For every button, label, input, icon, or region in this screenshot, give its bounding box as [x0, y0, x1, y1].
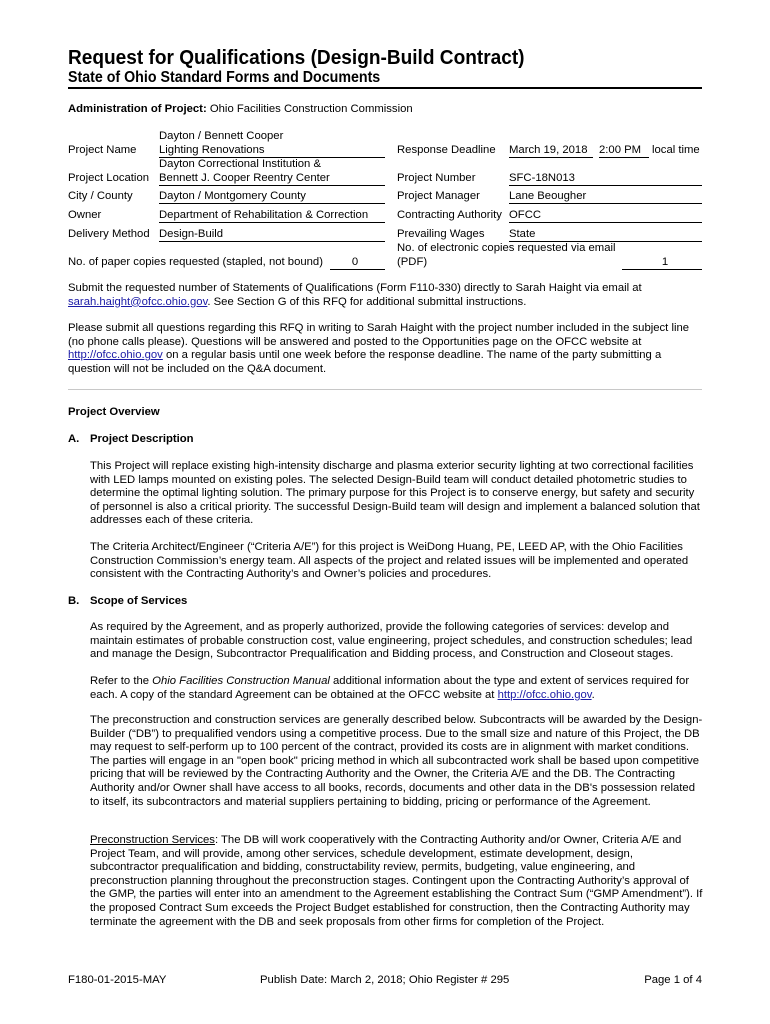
b-para2-text: Refer to the — [90, 675, 150, 687]
project-location-underline — [159, 185, 385, 186]
section-divider — [68, 389, 702, 390]
project-number-underline — [509, 185, 702, 186]
questions-text: Please submit all questions regarding this RFQ in writing to Sarah Haight with the project number included in the subject line (no phone calls please). Questions will be answered and posted to the Opportunities page on the OFCC website at — [68, 322, 690, 348]
project-manager-value: Lane Beougher — [509, 190, 587, 202]
contracting-authority-value: OFCC — [509, 209, 542, 221]
construction-manual-title: Ohio Facilities Construction Manual — [152, 675, 330, 687]
submit-text-after: . See Section G of this RFQ for additional submittal instructions. — [207, 295, 527, 308]
ofcc-website-link-2[interactable]: http://ofcc.ohio.gov — [497, 688, 592, 701]
paper-copies-value: 0 — [351, 256, 359, 268]
questions-text-after: on a regular basis until one week before the response deadline. The name of the party submitting a question will not be included on the Q&A document. — [68, 349, 662, 375]
b-para2-text-after: additional information about the type and extent of services required for each. A copy of the standard Agreement can be obtained at the OFCC website at — [90, 675, 690, 701]
submit-email-link[interactable]: sarah.haight@ofcc.ohio.gov — [68, 295, 208, 308]
section-b-paragraph-3: The preconstruction and construction services are generally described below. Subcontracts will be awarded by the Design-Builder (“DB”) to prequalified vendors using a competitive process. Due to the small size and nature of this Project, the DB may request to self-perform up to 100 percent of the contract, provided its costs are in alignment with market conditions. The parties will engage in an "open book" pricing method in which all subcontracted work shall be based upon competitive pricing that will be reviewed by the Contracting Authority and the Owner, the Criteria A/E and the DB. The Contracting Authority and/or Owner shall have access to all books, records, documents and other data in the DB's possession related to itself, its subcontractors and material suppliers pertaining to bidding, pricing or performance of the Agreement. — [90, 714, 703, 808]
deadline-suffix: local time — [652, 144, 700, 156]
administration-line — [68, 103, 413, 115]
questions-instructions — [68, 322, 704, 376]
submit-instructions — [68, 282, 704, 309]
section-b-paragraph-2 — [90, 675, 704, 702]
footer-page-number: Page 1 of 4 — [644, 974, 702, 986]
section-a-paragraph-1: This Project will replace existing high-intensity discharge and plasma exterior security lighting at two correctional facilities with LED lamps mounted on existing poles. The selected Design-Build team will conduct detailed photometric studies to determine the optimal lighting solution. The primary purpose for this Project is to conserve energy, but safety and security of personnel is also a critical priority. The successful Design-Build team will design and implement a balanced solution that addresses each of these criteria. — [90, 460, 700, 527]
electronic-copies-underline — [622, 269, 702, 270]
project-name-line1: Dayton / Bennett Cooper — [159, 130, 284, 142]
submit-text: Submit the requested number of Statements of Qualifications (Form F110-330) directly to Sarah Haight via email at — [68, 282, 642, 294]
city-county-underline — [159, 203, 385, 204]
paper-copies-label: No. of paper copies requested (stapled, not bound) — [68, 256, 323, 268]
response-deadline-time: 2:00 PM — [599, 144, 642, 156]
deadline-time-underline — [599, 157, 649, 158]
city-county-label: City / County — [68, 190, 133, 202]
response-deadline-label: Response Deadline — [397, 144, 496, 156]
project-name-label: Project Name — [68, 144, 137, 156]
electronic-copies-label-line2: (PDF) — [397, 256, 428, 268]
ofcc-website-link[interactable]: http://ofcc.ohio.gov — [68, 349, 163, 362]
project-manager-underline — [509, 203, 702, 204]
document-title: Request for Qualifications (Design-Build Contract) — [68, 46, 525, 69]
project-location-line1: Dayton Correctional Institution & — [159, 158, 322, 170]
title-rule — [68, 87, 702, 89]
response-deadline-date: March 19, 2018 — [509, 144, 588, 156]
project-manager-label: Project Manager — [397, 190, 480, 202]
section-a-letter: A. — [68, 433, 80, 445]
footer-form-id: F180-01-2015-MAY — [68, 974, 167, 986]
electronic-copies-value: 1 — [661, 256, 669, 268]
section-a-paragraph-2: The Criteria Architect/Engineer (“Criteria A/E”) for this project is WeiDong Huang, PE, LEED AP, with the Ohio Facilities Construction Commission’s energy team. All aspects of the project and related issues will be implemented and operated consistent with the Contracting Authority’s and Owner’s policies and procedures. — [90, 541, 689, 581]
delivery-method-value: Design-Build — [159, 228, 224, 240]
delivery-method-label: Delivery Method — [68, 228, 150, 240]
section-b-title: Scope of Services — [90, 595, 188, 607]
b-para2-end: . — [591, 688, 595, 701]
project-location-label: Project Location — [68, 172, 150, 184]
project-number-value: SFC-18N013 — [509, 172, 575, 184]
section-b-paragraph-4 — [90, 834, 704, 929]
contracting-authority-label: Contracting Authority — [397, 209, 502, 221]
preconstruction-services-text: : The DB will work cooperatively with the Contracting Authority and/or Owner, Criteria A/E and Project Team, and will provide, among other services, schedule development, estimate development, design, subcontractor prequalification and bidding, constructability review, permits, budgeting, value engineering, and preconstruction planning throughout the preconstruction stages. Contingent upon the Contracting Authority’s approval of the GMP, the parties will enter into an amendment to the Agreement establishing the Contract Sum (“GMP Amendment”). If the proposed Contract Sum exceeds the Project Budget established for construction, then the Contracting Authority may terminate the agreement with the DB and seek proposals from other firms for completion of the Project. — [90, 834, 703, 928]
project-name-line2: Lighting Renovations — [159, 144, 265, 156]
electronic-copies-label-line1: No. of electronic copies requested via email — [397, 242, 616, 254]
owner-value: Department of Rehabilitation & Correction — [159, 209, 369, 221]
deadline-date-underline — [509, 157, 593, 158]
admin-value: Ohio Facilities Construction Commission — [209, 103, 413, 115]
section-b-paragraph-1: As required by the Agreement, and as properly authorized, provide the following categories of services: develop and maintain estimates of probable construction cost, value engineering, project schedules, and construction schedules; lead and manage the Design, Subcontractor Prequalification and Bidding process, and Construction and Closeout stages. — [90, 621, 693, 661]
project-location-line2: Bennett J. Cooper Reentry Center — [159, 172, 330, 184]
admin-label: Administration of Project: — [68, 103, 207, 115]
prevailing-wages-label: Prevailing Wages — [397, 228, 485, 240]
prevailing-wages-value: State — [509, 228, 536, 240]
owner-label: Owner — [68, 209, 102, 221]
section-b-letter: B. — [68, 595, 80, 607]
footer-publish-date: Publish Date: March 2, 2018; Ohio Register # 295 — [260, 974, 510, 986]
delivery-method-underline — [159, 241, 385, 242]
section-a-title: Project Description — [90, 433, 194, 445]
project-overview-heading: Project Overview — [68, 406, 160, 418]
contracting-authority-underline — [509, 222, 702, 223]
document-subtitle: State of Ohio Standard Forms and Documents — [68, 69, 381, 86]
project-number-label: Project Number — [397, 172, 476, 184]
owner-underline — [159, 222, 385, 223]
preconstruction-services-heading: Preconstruction Services — [90, 834, 215, 846]
city-county-value: Dayton / Montgomery County — [159, 190, 306, 202]
paper-copies-underline — [330, 269, 385, 270]
